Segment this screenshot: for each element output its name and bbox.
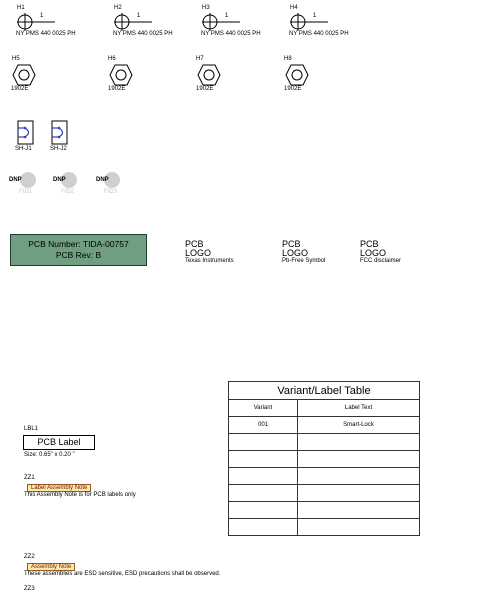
jumper-ref: SH-J1 [15,146,32,152]
jumper-ref: SH-J2 [50,146,67,152]
hole-part: NY PMS 440 0025 PH [113,31,173,37]
logo-subtitle: Texas Instruments [185,258,234,264]
table-header-variant: Variant [229,400,298,417]
standoff-part: 1902E [196,86,214,92]
fiducial-ref: FID1 [19,189,33,195]
table-cell [298,485,420,502]
logo-title-2: LOGO [185,248,212,258]
hole-part: NY PMS 440 0025 PH [201,31,261,37]
note-ref: ZZ2 [24,554,35,560]
table-cell [298,434,420,451]
hole-pin: 1 [137,13,141,19]
note-title-box: Assembly Note [27,563,75,571]
pcb-number-text: PCB Number: TIDA-00757 [28,239,129,249]
variant-label-table [228,381,420,536]
pcb-logo-pb-free [282,240,325,265]
standoff-part: 1902E [284,86,302,92]
standoff-part: 1902E [11,86,29,92]
note-text: These assemblies are ESD sensitive, ESD precautions shall be observed. [24,571,221,577]
hole-ref: H2 [114,5,122,11]
hex-standoff-icon [285,64,309,86]
logo-title-2: LOGO [282,248,309,258]
note-text: This Assembly Note is for PCB labels only [24,492,136,498]
hole-ref: H1 [17,5,25,11]
logo-title-2: LOGO [360,248,387,258]
hole-ref: H3 [202,5,210,11]
table-row [229,417,420,434]
fiducial-ref: FID2 [61,189,75,195]
logo-title-1: PCB [185,239,204,249]
logo-title-1: PCB [282,239,301,249]
table-cell [229,468,298,485]
hole-pin: 1 [313,13,317,19]
table-row [229,434,420,451]
table-cell [229,485,298,502]
table-cell: 001 [229,417,298,434]
hole-part: NY PMS 440 0025 PH [16,31,76,37]
table-cell [229,434,298,451]
table-cell [298,502,420,519]
pcb-logo-fcc [360,240,401,265]
logo-subtitle: Pb-Free Symbol [282,258,326,264]
table-cell [298,451,420,468]
logo-title-1: PCB [360,239,379,249]
table-cell [298,519,420,536]
mounting-hole-icon [202,11,242,33]
table-cell [298,468,420,485]
logo-subtitle: FCC disclaimer [360,258,402,264]
table-row [229,451,420,468]
mounting-hole-icon [290,11,330,33]
table-row [229,502,420,519]
table-row [229,485,420,502]
dnp-label: DNP [53,177,66,183]
shunt-jumper-icon [51,120,69,146]
pcb-rev-text: PCB Rev: B [55,250,102,260]
fiducial-ref: FID3 [104,189,118,195]
hole-pin: 1 [40,13,44,19]
pcb-logo-ti [185,240,234,265]
table-cell: Smart-Lock [298,417,420,434]
hex-standoff-icon [12,64,36,86]
table-row [229,519,420,536]
note-ref: ZZ1 [24,475,35,481]
dnp-label: DNP [96,177,109,183]
hex-standoff-icon [109,64,133,86]
standoff-ref: H5 [12,56,20,62]
pcb-number-block [10,234,147,266]
shunt-jumper-icon [17,120,35,146]
table-row [229,468,420,485]
note-title-box: Label Assembly Note [27,484,91,492]
dnp-label: DNP [9,177,22,183]
note-ref-zz3: ZZ3 [24,586,35,592]
pcb-label-box: PCB Label [23,435,95,450]
hole-ref: H4 [290,5,298,11]
standoff-part: 1902E [108,86,126,92]
label-size: Size: 0.65" x 0.20 " [24,452,75,458]
hole-pin: 1 [225,13,229,19]
mounting-hole-icon [114,11,154,33]
table-cell [229,519,298,536]
standoff-ref: H6 [108,56,116,62]
table-title: Variant/Label Table [229,382,420,400]
hex-standoff-icon [197,64,221,86]
standoff-ref: H7 [196,56,204,62]
fiducial-icon [20,172,36,188]
hole-part: NY PMS 440 0025 PH [289,31,349,37]
label-ref: LBL1 [24,426,39,432]
table-header-label-text: Label Text [298,400,420,417]
table-cell [229,451,298,468]
table-cell [229,502,298,519]
mounting-hole-icon [17,11,57,33]
standoff-ref: H8 [284,56,292,62]
